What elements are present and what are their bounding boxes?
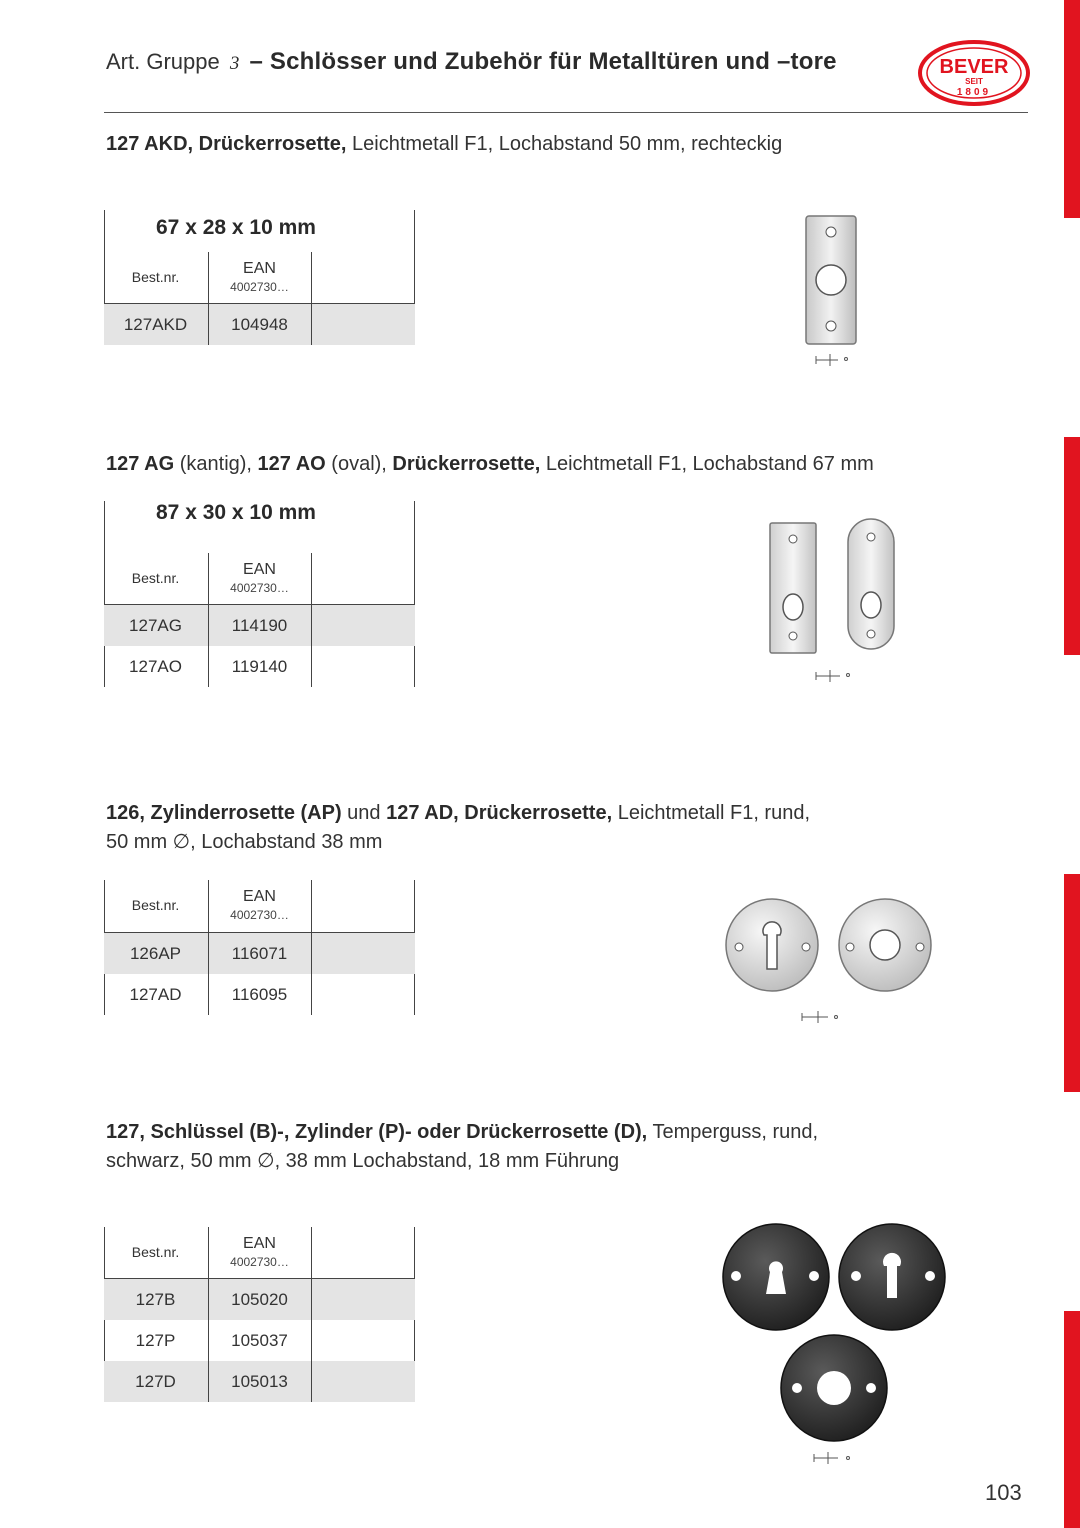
size-label: 67 x 28 x 10 mm [156,216,316,239]
product-image-127b-127p-127d [718,1222,950,1477]
col-ean: EAN [243,260,276,277]
section-title [106,130,1006,159]
section-title-bold: 127 AD, Drückerrosette, [386,802,613,824]
table-row [104,1279,415,1320]
cell-bestnr: 127B [135,1290,176,1309]
cell-bestnr: 127AO [129,657,182,676]
table-header [104,880,415,932]
article-table [104,880,415,1015]
table-row [104,646,415,687]
cell-bestnr: 127D [135,1372,176,1391]
header-divider [104,112,1028,113]
col-ean-prefix: 4002730… [230,581,289,595]
table-row [104,1361,415,1402]
section-title-text: Leichtmetall F1, Lochabstand 50 mm, rechteckig [346,133,783,155]
cell-ean: 105037 [231,1331,288,1350]
section-title [106,1118,1006,1176]
cell-ean: 105013 [231,1372,288,1391]
section-title-text: schwarz, 50 mm ∅, 38 mm Lochabstand, 18 mm Führung [106,1150,620,1172]
table-header [104,553,415,605]
table-row [104,605,415,646]
table-row [104,974,415,1015]
table-row [104,1320,415,1361]
logo-year: 1809 [956,87,992,98]
size-label: 87 x 30 x 10 mm [156,501,316,524]
table-row [104,933,415,974]
col-ean-prefix: 4002730… [230,908,289,922]
product-image-127ag-127ao [760,515,910,690]
cell-ean: 104948 [231,315,288,334]
cell-ean: 116095 [231,985,288,1004]
section-title-text: Leichtmetall F1, Lochabstand 67 mm [540,453,874,475]
section-title-text: (oval), [325,453,393,475]
cell-bestnr: 127AD [129,985,182,1004]
cell-ean: 105020 [231,1290,288,1309]
table-header [104,252,415,304]
dimension-icon [814,1452,850,1464]
red-margin-tab [1064,437,1080,655]
col-bestnr: Best.nr. [131,269,180,285]
section-title-text: und [341,802,387,824]
col-ean-prefix: 4002730… [230,1255,289,1269]
section-title-bold: 127 AO [257,453,326,475]
section-title [106,450,1006,479]
dimension-icon [802,1011,838,1023]
section-title-bold: 126, Zylinderrosette (AP) [106,802,342,824]
col-bestnr: Best.nr. [131,570,180,586]
section-title-bold: 127 AKD, Drückerrosette, [106,133,347,155]
cell-bestnr: 127AKD [123,315,188,334]
bever-logo [918,40,1030,106]
table-header [104,1227,415,1279]
cell-bestnr: 127AG [129,616,182,635]
section-title-bold: Drückerrosette, [392,453,541,475]
dimension-icon [816,670,850,682]
page-number: 103 [985,1480,1022,1505]
section-title-text: 50 mm ∅, Lochabstand 38 mm [106,831,383,853]
red-margin-tab [1064,874,1080,1092]
red-margin-tab [1064,1311,1080,1528]
article-table [104,501,415,687]
col-ean: EAN [243,561,276,578]
cell-ean: 116071 [231,944,288,963]
section-title-text: Leichtmetall F1, rund, [612,802,811,824]
col-ean: EAN [243,1235,276,1252]
article-table [104,210,415,345]
col-ean: EAN [243,888,276,905]
dimension-icon [816,354,848,366]
cell-ean: 119140 [231,657,288,676]
cell-bestnr: 126AP [129,944,182,963]
section-title-text: Temperguss, rund, [647,1121,819,1143]
section-title-bold: 127, Schlüssel (B)-, Zylinder (P)- oder Drückerrosette (D), [106,1121,648,1143]
logo-word: BEVER [939,56,1009,78]
col-bestnr: Best.nr. [131,1244,180,1260]
table-row [104,304,415,345]
section-title [106,799,1006,857]
header-title: – Schlösser und Zubehör für Metalltüren und –tore [249,48,837,75]
article-table [104,1227,415,1402]
section-title-text: (kantig), [174,453,258,475]
product-image-126ap-127ad [720,895,940,1035]
product-image-127akd [800,212,866,377]
page-header [106,48,837,76]
cell-bestnr: 127P [135,1331,176,1350]
section-title-bold: 127 AG [106,453,175,475]
col-ean-prefix: 4002730… [230,280,289,294]
col-bestnr: Best.nr. [131,897,180,913]
header-group-number: 3 [229,53,240,74]
cell-ean: 114190 [231,616,288,635]
red-margin-tab [1064,0,1080,218]
header-prefix: Art. Gruppe [106,49,220,74]
logo-seit: SEIT [965,77,983,86]
